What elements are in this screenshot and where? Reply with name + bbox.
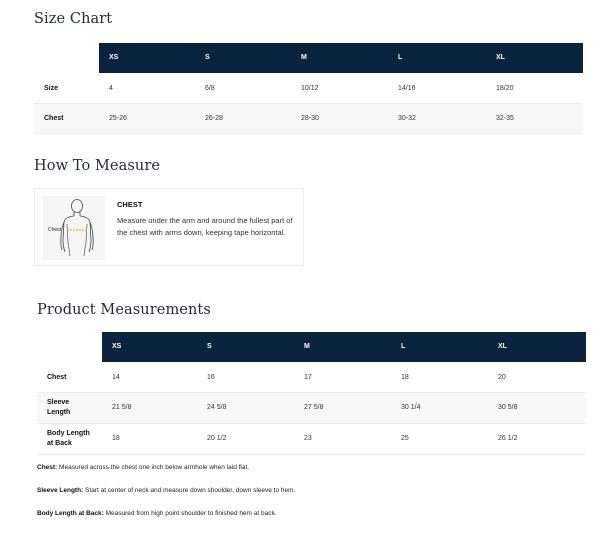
table-cell: 20	[498, 374, 506, 381]
table-row	[34, 104, 583, 134]
table-cell: 21 5/8	[112, 404, 132, 411]
note-text: Start at center of neck and measure down shoulder, down sleeve to hem.	[85, 487, 296, 494]
chest-measure-illustration	[43, 196, 105, 260]
measure-item-description: Measure under the arm and around the fullest part of the chest with arms down, keeping tape horizontal.	[117, 216, 293, 237]
table-cell: 24 5/8	[207, 404, 227, 411]
product-measurements-title: Product Measurements	[37, 302, 211, 318]
table-cell: 6/8	[205, 85, 215, 92]
table-cell: 17	[304, 374, 312, 381]
size-chart-header-s: S	[205, 54, 210, 61]
table-cell: 18/20	[496, 85, 514, 92]
table-cell: 26 1/2	[498, 435, 518, 442]
table-cell: 30-32	[398, 115, 416, 122]
table-cell: 25	[401, 435, 409, 442]
row-label-size: Size	[44, 85, 59, 92]
note-term: Chest:	[37, 464, 58, 471]
product-measurements-header	[102, 332, 586, 362]
table-row	[37, 424, 586, 455]
measure-card	[34, 188, 304, 266]
table-cell: 20 1/2	[207, 435, 227, 442]
note-text: Measured from high point shoulder to finished hem at back.	[105, 510, 277, 517]
size-chart-header-xs: XS	[109, 54, 119, 61]
table-cell: 27 5/8	[304, 404, 324, 411]
table-cell: 25-26	[109, 115, 127, 122]
table-cell: 10/12	[301, 85, 319, 92]
table-row	[34, 73, 583, 104]
pm-header-l: L	[401, 343, 406, 350]
figure-chest-label: Chest	[48, 227, 62, 233]
size-chart-header-l: L	[398, 54, 403, 61]
pm-header-xl: XL	[498, 343, 507, 350]
table-cell: 28-30	[301, 115, 319, 122]
table-cell: 30 1/4	[401, 404, 421, 411]
size-chart-header-m: M	[301, 54, 307, 61]
note-term: Body Length at Back:	[37, 510, 104, 517]
table-cell: 18	[112, 435, 120, 442]
row-label-chest: Chest	[47, 374, 67, 381]
how-to-measure-title: How To Measure	[34, 158, 161, 174]
table-cell: 30 5/8	[498, 404, 518, 411]
measure-item-title: CHEST	[117, 200, 143, 209]
note-sleeve-length	[37, 487, 295, 494]
row-label-chest: Chest	[44, 115, 64, 122]
pm-header-m: M	[304, 343, 310, 350]
size-chart-table	[34, 43, 583, 134]
note-term: Sleeve Length:	[37, 487, 84, 494]
note-chest	[37, 464, 249, 471]
size-chart-header	[99, 43, 583, 73]
table-row	[37, 362, 586, 393]
row-label-sleeve-length: Sleeve Length	[47, 399, 71, 416]
size-chart-header-xl: XL	[496, 54, 505, 61]
table-cell: 16	[207, 374, 215, 381]
note-text: Measured across the chest one inch below armhole when laid flat.	[59, 464, 250, 471]
pm-header-s: S	[207, 343, 212, 350]
table-row	[37, 393, 586, 424]
table-cell: 26-28	[205, 115, 223, 122]
table-cell: 32-35	[496, 115, 514, 122]
table-cell: 23	[304, 435, 312, 442]
note-body-length	[37, 510, 277, 517]
table-cell: 4	[109, 85, 113, 92]
row-label-body-length: Body Length at Back	[47, 430, 90, 447]
table-cell: 14	[112, 374, 120, 381]
pm-header-xs: XS	[112, 343, 122, 350]
size-chart-title: Size Chart	[34, 11, 113, 27]
table-cell: 14/16	[398, 85, 416, 92]
table-cell: 18	[401, 374, 409, 381]
product-measurements-table	[37, 332, 586, 454]
